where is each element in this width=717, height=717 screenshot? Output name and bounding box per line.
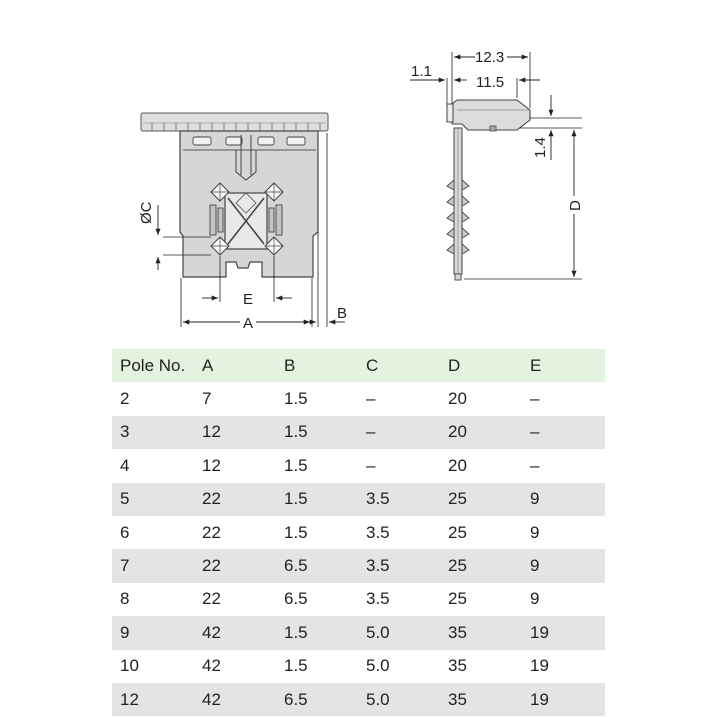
cell-pole-no: 3 <box>120 422 130 442</box>
cell-a: 22 <box>202 589 221 609</box>
cell-b: 6.5 <box>284 589 308 609</box>
cell-pole-no: 5 <box>120 489 130 509</box>
cell-c: 3.5 <box>366 556 390 576</box>
cell-e: 9 <box>530 556 540 576</box>
dim-1-1-label: 1.1 <box>411 63 432 80</box>
cell-a: 12 <box>202 455 221 475</box>
cell-a: 22 <box>202 556 221 576</box>
cell-c: 3.5 <box>366 489 390 509</box>
cell-b: 6.5 <box>284 689 308 709</box>
cell-a: 42 <box>202 656 221 676</box>
cell-pole-no: 10 <box>120 656 139 676</box>
table-row <box>112 483 605 516</box>
cell-pole-no: 2 <box>120 389 130 409</box>
cell-e: 9 <box>530 522 540 542</box>
cell-e: 19 <box>530 622 549 642</box>
cell-a: 42 <box>202 689 221 709</box>
cell-d: 25 <box>448 489 467 509</box>
header-b: B <box>284 355 296 375</box>
cell-e: 9 <box>530 589 540 609</box>
cell-a: 12 <box>202 422 221 442</box>
table-row <box>112 516 605 549</box>
table-row <box>112 382 605 415</box>
cell-c: 5.0 <box>366 689 390 709</box>
cell-d: 25 <box>448 556 467 576</box>
cell-c: – <box>366 422 376 442</box>
dim-a-label: A <box>243 315 254 332</box>
table-row <box>112 616 605 649</box>
table-header-row <box>112 349 605 382</box>
dim-b-label: B <box>337 305 348 322</box>
table-row <box>112 683 605 716</box>
dim-12-3-label: 12.3 <box>475 49 505 66</box>
cell-pole-no: 6 <box>120 522 130 542</box>
cell-d: 35 <box>448 656 467 676</box>
cell-e: 19 <box>530 656 549 676</box>
cell-e: – <box>530 389 540 409</box>
cell-pole-no: 12 <box>120 689 139 709</box>
cell-c: 5.0 <box>366 622 390 642</box>
cell-b: 1.5 <box>284 422 308 442</box>
dim-1-4-label: 1.4 <box>532 137 549 158</box>
cell-b: 1.5 <box>284 656 308 676</box>
cell-d: 20 <box>448 422 467 442</box>
cell-pole-no: 7 <box>120 556 130 576</box>
cell-c: – <box>366 455 376 475</box>
header-c: C <box>366 355 379 375</box>
dim-c-label: ØC <box>138 201 155 224</box>
technical-drawing <box>0 0 717 345</box>
cell-e: – <box>530 422 540 442</box>
cell-e: 19 <box>530 689 549 709</box>
cell-c: 5.0 <box>366 656 390 676</box>
cell-b: 1.5 <box>284 489 308 509</box>
cell-pole-no: 9 <box>120 622 130 642</box>
dim-11-5-label: 11.5 <box>476 74 505 91</box>
cell-pole-no: 4 <box>120 455 130 475</box>
cell-b: 1.5 <box>284 389 308 409</box>
table-row <box>112 416 605 449</box>
cell-b: 1.5 <box>284 622 308 642</box>
cell-a: 22 <box>202 522 221 542</box>
side-view <box>410 49 584 280</box>
cell-c: 3.5 <box>366 522 390 542</box>
dimensions-table <box>112 349 605 716</box>
table-row <box>112 449 605 482</box>
cell-e: 9 <box>530 489 540 509</box>
cell-a: 22 <box>202 489 221 509</box>
dim-d-label: D <box>567 200 584 211</box>
cell-pole-no: 8 <box>120 589 130 609</box>
cell-b: 1.5 <box>284 455 308 475</box>
cell-a: 7 <box>202 389 212 409</box>
header-e: E <box>530 355 542 375</box>
dim-e-label: E <box>243 291 254 308</box>
cell-c: – <box>366 389 376 409</box>
cell-d: 35 <box>448 689 467 709</box>
cell-b: 6.5 <box>284 556 308 576</box>
table-row <box>112 650 605 683</box>
header-d: D <box>448 355 461 375</box>
cell-d: 25 <box>448 522 467 542</box>
header-a: A <box>202 355 214 375</box>
cell-b: 1.5 <box>284 522 308 542</box>
cell-c: 3.5 <box>366 589 390 609</box>
table-row <box>112 549 605 582</box>
header-pole-no: Pole No. <box>120 355 186 375</box>
front-view <box>138 113 347 332</box>
cell-e: – <box>530 455 540 475</box>
cross-window <box>225 193 267 249</box>
cell-d: 35 <box>448 622 467 642</box>
cell-d: 25 <box>448 589 467 609</box>
table-row <box>112 583 605 616</box>
cell-d: 20 <box>448 455 467 475</box>
cell-a: 42 <box>202 622 221 642</box>
cell-d: 20 <box>448 389 467 409</box>
